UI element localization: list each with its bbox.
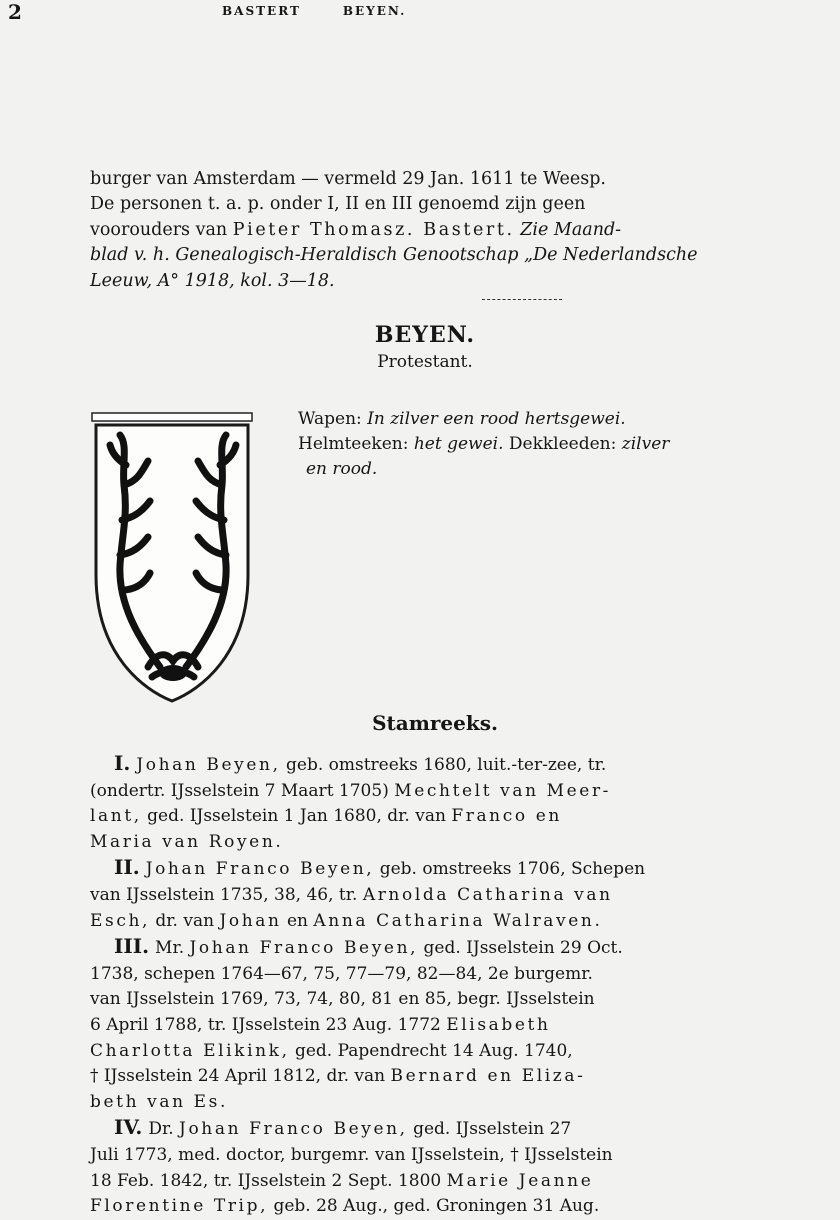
person-name: Mechtelt van Meer- bbox=[394, 780, 612, 801]
intro-line: voorouders van Pieter Thomasz. Bastert. Zie Maand- bbox=[90, 219, 622, 240]
person-name: Arnolda Catharina van bbox=[362, 884, 613, 905]
page-number: 2 bbox=[8, 0, 22, 24]
person-name: Johan Beyen, bbox=[136, 755, 281, 775]
dek-text: zilver bbox=[621, 434, 670, 454]
helm-text: het gewei. bbox=[413, 434, 504, 454]
arms-line bbox=[298, 407, 738, 432]
intro-line: De personen t. a. p. onder I, II en III genoemd zijn geen bbox=[90, 194, 586, 215]
heraldic-description bbox=[298, 407, 738, 482]
person-name: Pieter Thomasz. Bastert. bbox=[232, 219, 515, 240]
intro-paragraph bbox=[90, 167, 710, 294]
person-name: Bernard en Eliza- bbox=[390, 1066, 586, 1087]
dek-label: Dekkleeden: bbox=[508, 434, 617, 454]
person-name: Johan Franco Beyen, bbox=[189, 938, 419, 959]
helm-label: Helmteeken: bbox=[298, 434, 409, 454]
arms-line bbox=[298, 432, 738, 457]
running-title bbox=[222, 4, 406, 18]
generation-number: II. bbox=[114, 855, 140, 880]
intro-line: Leeuw, A° 1918, kol. 3—18. bbox=[90, 270, 335, 291]
person-name: Florentine Trip, bbox=[90, 1196, 269, 1217]
genealogy-entries bbox=[90, 751, 740, 1220]
wapen-label: Wapen: bbox=[298, 409, 362, 429]
generation-entry-2: II. Johan Franco Beyen, geb. omstreeks 1706, Schepen van IJsselstein 1735, 38, 46, tr. Arnolda Catharina van Esch, dr. van Johan en Anna Catharina Walraven. bbox=[90, 855, 646, 931]
person-name: Charlotta Elikink, bbox=[90, 1040, 290, 1061]
generation-number: III. bbox=[114, 934, 150, 959]
person-name: Johan Franco Beyen, bbox=[179, 1119, 408, 1140]
stamreeks-heading: Stamreeks. bbox=[372, 711, 498, 735]
person-name: beth van Es. bbox=[90, 1091, 228, 1112]
family-heading bbox=[90, 320, 740, 374]
generation-entry-4: IV. Dr. Johan Franco Beyen, ged. IJsselstein 27 Juli 1773, med. doctor, burgemr. van IJsselstein, † IJsselstein 18 Feb. 1842, tr. IJsselstein 2 Sept. 1800 Marie Jeanne Florentine Trip, geb. 28 Aug., ged. Groningen 31 Aug. bbox=[90, 1115, 613, 1217]
intro-line: burger van Amsterdam — vermeld 29 Jan. 1611 te Weesp. bbox=[90, 169, 606, 189]
wapen-text: In zilver een rood hertsgewei. bbox=[367, 409, 626, 429]
running-title-right: BEYEN. bbox=[342, 4, 407, 18]
person-name: Franco en bbox=[451, 806, 562, 827]
page-header bbox=[0, 0, 650, 26]
running-title-left: BASTERT bbox=[222, 4, 301, 18]
person-name: Elisabeth bbox=[446, 1014, 551, 1035]
person-name: Marie Jeanne bbox=[446, 1170, 594, 1191]
intro-line: blad v. h. Genealogisch-Heraldisch Genootschap „De Nederlandsche bbox=[90, 245, 698, 266]
coat-of-arms-shield bbox=[90, 405, 256, 707]
generation-entry-3: III. Mr. Johan Franco Beyen, ged. IJsselstein 29 Oct. 1738, schepen 1764—67, 75, 77—79, 82—84, 2e burgemr. van IJsselstein 1769, 73, 74, 80, 81 en 85, begr. IJsselstein 6 April 1788, tr. IJsselstein 23 Aug. 1772 Elisabeth Charlotta Elikink, ged. Papendrecht 14 Aug. 1740, † IJsselstein 24 April 1812, dr. van Bernard en Eliza- beth van Es. bbox=[90, 934, 740, 1115]
arms-line: en rood. bbox=[306, 459, 378, 479]
person-name: Johan Franco Beyen, bbox=[145, 859, 375, 880]
family-religion: Protestant. bbox=[377, 352, 473, 372]
section-divider bbox=[482, 299, 562, 300]
person-name: Maria van Royen. bbox=[90, 831, 284, 852]
generation-number: I. bbox=[114, 751, 131, 775]
family-name: BEYEN. bbox=[374, 322, 476, 348]
generation-number: IV. bbox=[114, 1115, 143, 1140]
generation-entry-1: I. Johan Beyen, geb. omstreeks 1680, luit.-ter-zee, tr. (ondertr. IJsselstein 7 Maart 1705) Mechtelt van Meer- lant, ged. IJsselstein 1 Jan 1680, dr. van Franco en Maria van Royen. bbox=[90, 751, 740, 855]
